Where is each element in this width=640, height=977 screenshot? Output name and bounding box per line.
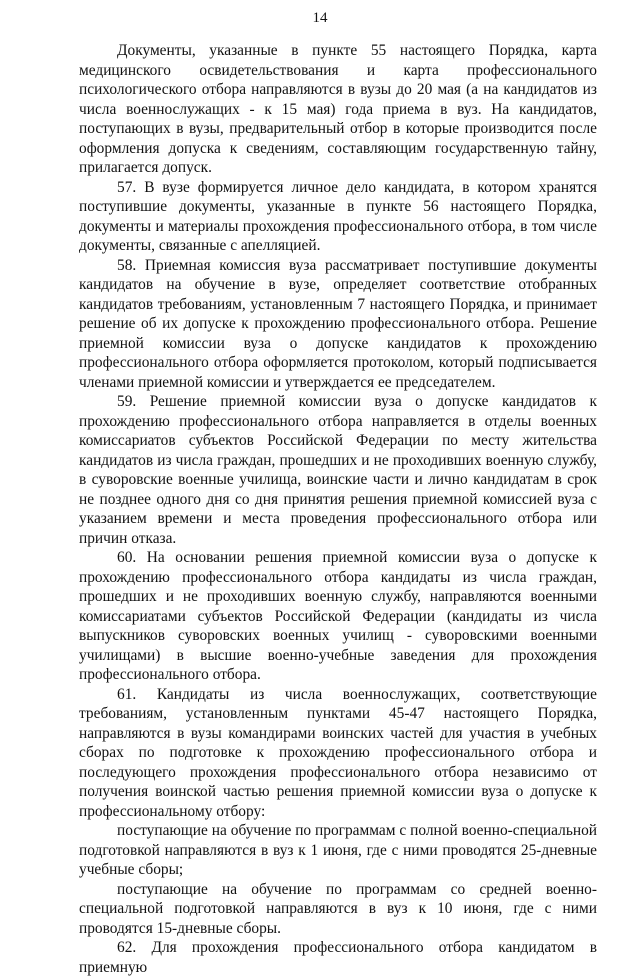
paragraph-59: 59. Решение приемной комиссии вуза о допуске кандидатов к прохождению профессионального отбора направляется в отделы военных комиссариатов субъектов Российской Федерации по месту жительства кандидатов из числа граждан, прошедших и не проходивших военную службу, в суворовские военные училища, воинские части и лично кандидатам в срок не позднее одного дня со дня принятия решения приемной комиссией вуза с указанием времени и места проведения профессионального отбора или причин отказа. bbox=[79, 393, 597, 547]
document-body bbox=[79, 41, 597, 977]
paragraph-57: 57. В вузе формируется личное дело кандидата, в котором хранятся поступившие документы, указанные в пункте 56 настоящего Порядка, документы и материалы прохождения профессионального отбора, в том числе документы, связанные с апелляцией. bbox=[79, 178, 597, 254]
paragraph-61-full-training: поступающие на обучение по программам с полной военно-специальной подготовкой направляются в вуз к 1 июня, где с ними проводятся 25-дневные учебные сборы; bbox=[79, 822, 597, 878]
paragraph-62-start: 62. Для прохождения профессионального отбора кандидатом в приемную bbox=[79, 939, 597, 976]
paragraph-58: 58. Приемная комиссия вуза рассматривает поступившие документы кандидатов на обучение в вузе, определяет соответствие отобранных кандидатов требованиям, установленным 7 настоящего Порядка, и принимает решение об их допуске к прохождению профессионального отбора. Решение приемной комиссии вуза о допуске кандидатов к прохождению профессионального отбора оформляется протоколом, который подписывается членами приемной комиссии и утверждается ее председателем. bbox=[79, 256, 597, 391]
paragraph-61: 61. Кандидаты из числа военнослужащих, соответствующие требованиям, установленным пунктами 45-47 настоящего Порядка, направляются в вузы командирами воинских частей для участия в учебных сборах по подготовке к прохождению профессионального отбора и последующего прохождения профессионального отбора независимо от получения воинской частью решения приемной комиссии вуза о допуске к профессиональному отбору: bbox=[79, 685, 597, 820]
page-number: 14 bbox=[312, 10, 328, 26]
paragraph-60: 60. На основании решения приемной комиссии вуза о допуске к прохождению профессионального отбора кандидаты из числа граждан, прошедших и не проходивших военную службу, направляются военными комиссариатами субъектов Российской Федерации (кандидаты из числа выпускников суворовских военных училищ - суворовскими военными училищами) в высшие военно-учебные заведения для прохождения профессионального отбора. bbox=[79, 549, 597, 683]
paragraph-61-secondary-training: поступающие на обучение по программам со средней военно-специальной подготовкой направляются в вуз к 10 июня, где с ними проводятся 15-дневные сборы. bbox=[79, 880, 597, 937]
paragraph-56-continuation: Документы, указанные в пункте 55 настоящего Порядка, карта медицинского освидетельствования и карта профессионального психологического отбора направляются в вузы до 20 мая (а на кандидатов из числа военнослужащих - к 15 мая) года приема в вуз. На кандидатов, поступающих в вузы, предварительный отбор в которые производится после оформления допуска к сведениям, составляющим государственную тайну, прилагается допуск. bbox=[79, 42, 597, 176]
